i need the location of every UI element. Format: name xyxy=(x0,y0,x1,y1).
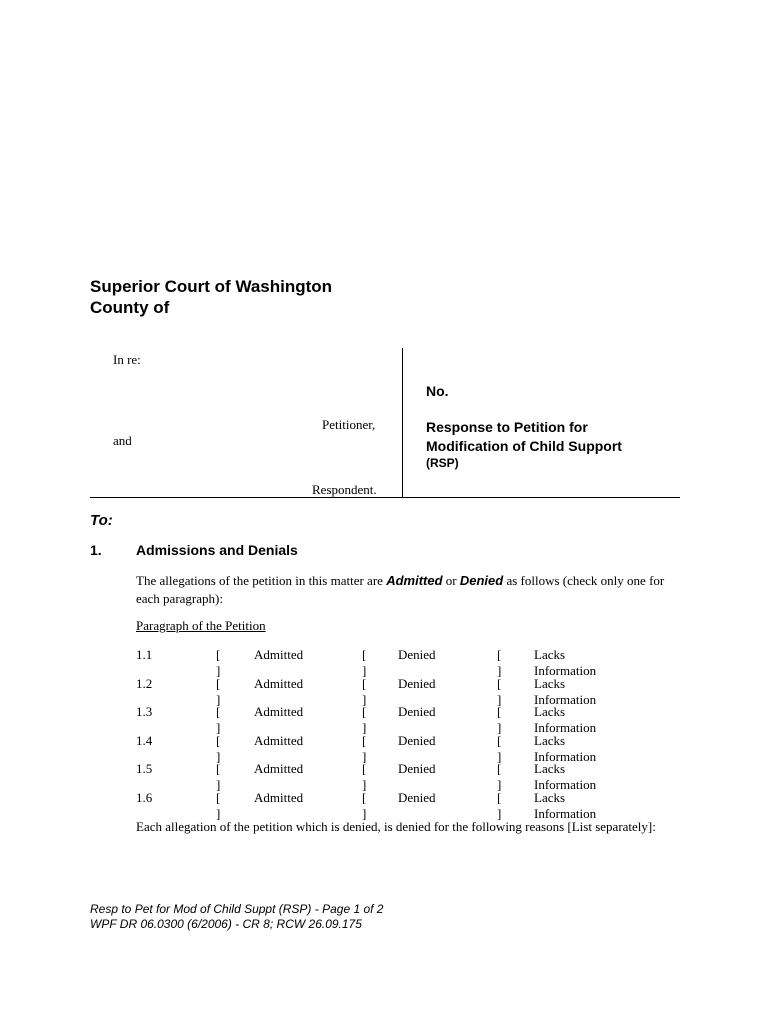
section-intro xyxy=(136,572,684,608)
paragraph-header: Paragraph of the Petition xyxy=(136,618,266,633)
denied-checkbox[interactable]: [ ] xyxy=(362,761,367,792)
lacks-information-label: Lacks Information xyxy=(534,647,597,678)
admitted-label: Admitted xyxy=(254,761,304,776)
admitted-checkbox[interactable]: [ ] xyxy=(216,647,221,678)
document-title-line1: Response to Petition for xyxy=(426,419,588,435)
paragraph-number: 1.5 xyxy=(136,761,153,776)
lacks-information-checkbox[interactable]: [ ] xyxy=(497,790,502,821)
paragraph-number: 1.4 xyxy=(136,733,153,748)
case-number-label: No. xyxy=(426,383,449,399)
admitted-checkbox[interactable]: [ ] xyxy=(216,761,221,792)
admitted-emphasis: Admitted xyxy=(386,573,443,588)
document-code: (RSP) xyxy=(426,456,459,470)
denied-checkbox[interactable]: [ ] xyxy=(362,790,367,821)
intro-text-end: as follows (check only one for each paragraph): xyxy=(136,573,665,606)
footer-form-citation: WPF DR 06.0300 (6/2006) - CR 8; RCW 26.09.175 xyxy=(90,917,362,931)
lacks-information-label: Lacks Information xyxy=(534,733,597,764)
footer-form-title: Resp to Pet for Mod of Child Suppt (RSP) - Page 1 of 2 xyxy=(90,902,384,916)
lacks-information-checkbox[interactable]: [ ] xyxy=(497,733,502,764)
page-footer xyxy=(90,902,383,932)
admitted-label: Admitted xyxy=(254,733,304,748)
denied-checkbox[interactable]: [ ] xyxy=(362,676,367,707)
denied-label: Denied xyxy=(398,647,436,662)
paragraph-number: 1.6 xyxy=(136,790,153,805)
admitted-label: Admitted xyxy=(254,676,304,691)
to-label: To: xyxy=(90,512,113,529)
admitted-label: Admitted xyxy=(254,790,304,805)
lacks-information-checkbox[interactable]: [ ] xyxy=(497,647,502,678)
admitted-label: Admitted xyxy=(254,647,304,662)
county-line: County of xyxy=(90,298,170,317)
petitioner-label: Petitioner, xyxy=(322,417,376,432)
denied-checkbox[interactable]: [ ] xyxy=(362,733,367,764)
document-title xyxy=(426,418,622,456)
paragraph-number: 1.1 xyxy=(136,647,153,662)
lacks-information-checkbox[interactable]: [ ] xyxy=(497,676,502,707)
denied-checkbox[interactable]: [ ] xyxy=(362,704,367,735)
denied-label: Denied xyxy=(398,704,436,719)
denied-label: Denied xyxy=(398,676,436,691)
in-re-label: In re: xyxy=(113,352,141,367)
intro-text-start: The allegations of the petition in this matter are xyxy=(136,573,387,588)
court-name: Superior Court of Washington xyxy=(90,277,333,296)
admitted-checkbox[interactable]: [ ] xyxy=(216,704,221,735)
caption-vertical-divider xyxy=(402,348,403,498)
lacks-information-checkbox[interactable]: [ ] xyxy=(497,704,502,735)
document-title-line2: Modification of Child Support xyxy=(426,438,622,454)
lacks-information-checkbox[interactable]: [ ] xyxy=(497,761,502,792)
denied-checkbox[interactable]: [ ] xyxy=(362,647,367,678)
intro-or: or xyxy=(442,573,460,588)
caption-horizontal-divider xyxy=(90,497,680,498)
section-number: 1. xyxy=(90,542,102,558)
admitted-label: Admitted xyxy=(254,704,304,719)
lacks-information-label: Lacks Information xyxy=(534,790,597,821)
denied-label: Denied xyxy=(398,733,436,748)
paragraph-number: 1.3 xyxy=(136,704,153,719)
denial-reasons-prompt: Each allegation of the petition which is denied, is denied for the following reasons [List separately]: xyxy=(136,819,656,834)
admitted-checkbox[interactable]: [ ] xyxy=(216,676,221,707)
court-title xyxy=(90,276,332,318)
respondent-label: Respondent. xyxy=(312,482,377,497)
denied-label: Denied xyxy=(398,790,436,805)
and-label: and xyxy=(113,433,132,448)
section-title: Admissions and Denials xyxy=(136,542,298,558)
denied-label: Denied xyxy=(398,761,436,776)
lacks-information-label: Lacks Information xyxy=(534,676,597,707)
lacks-information-label: Lacks Information xyxy=(534,761,597,792)
denied-emphasis: Denied xyxy=(459,573,504,588)
lacks-information-label: Lacks Information xyxy=(534,704,597,735)
admitted-checkbox[interactable]: [ ] xyxy=(216,790,221,821)
paragraph-number: 1.2 xyxy=(136,676,153,691)
admitted-checkbox[interactable]: [ ] xyxy=(216,733,221,764)
